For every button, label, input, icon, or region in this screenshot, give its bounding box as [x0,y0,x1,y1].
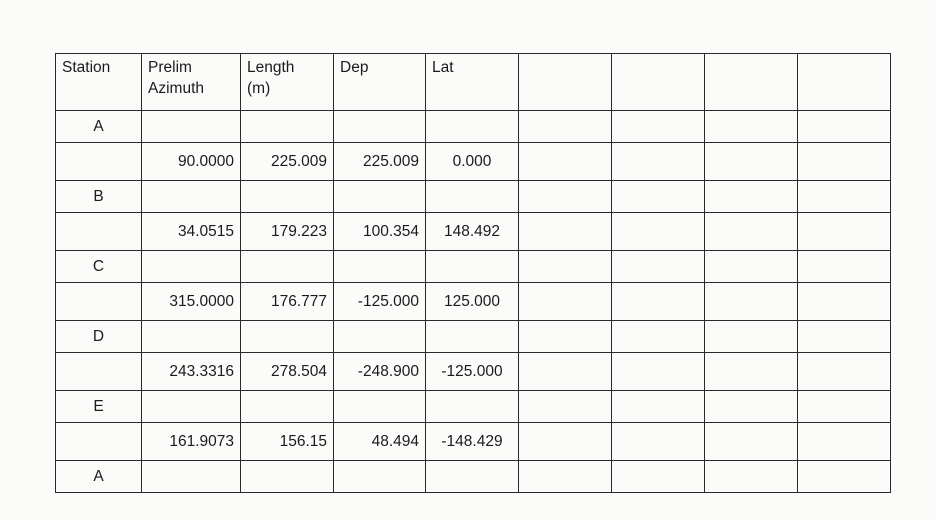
empty-cell [705,391,798,423]
empty-cell [705,423,798,461]
length-cell: 176.777 [241,283,334,321]
header-empty [612,54,705,111]
station-cell: D [56,321,142,353]
empty-cell [426,321,519,353]
empty-cell [705,283,798,321]
empty-cell [798,213,891,251]
empty-cell [612,111,705,143]
empty-cell [612,423,705,461]
azimuth-cell: 243.3316 [142,353,241,391]
azimuth-cell: 315.0000 [142,283,241,321]
empty-cell [426,391,519,423]
lat-cell: 125.000 [426,283,519,321]
dep-cell: 48.494 [334,423,426,461]
empty-cell [334,391,426,423]
empty-cell [612,391,705,423]
azimuth-cell: 90.0000 [142,143,241,181]
empty-cell [705,143,798,181]
empty-cell [519,111,612,143]
course-row [56,283,891,321]
empty-cell [241,391,334,423]
empty-cell [798,391,891,423]
station-cell: A [56,461,142,493]
azimuth-cell: 34.0515 [142,213,241,251]
empty-cell [705,321,798,353]
empty-cell [334,111,426,143]
empty-cell [426,461,519,493]
empty-cell [142,391,241,423]
length-cell: 156.15 [241,423,334,461]
station-cell: B [56,181,142,213]
empty-cell [705,111,798,143]
empty-cell [334,181,426,213]
empty-cell [56,423,142,461]
empty-cell [334,461,426,493]
empty-cell [519,423,612,461]
length-cell: 278.504 [241,353,334,391]
empty-cell [142,181,241,213]
empty-cell [241,251,334,283]
lat-cell: -148.429 [426,423,519,461]
empty-cell [798,111,891,143]
station-cell: E [56,391,142,423]
empty-cell [519,321,612,353]
header-dep: Dep [334,54,426,111]
course-row [56,423,891,461]
empty-cell [241,181,334,213]
empty-cell [612,251,705,283]
header-lat: Lat [426,54,519,111]
lat-cell: 0.000 [426,143,519,181]
empty-cell [612,461,705,493]
station-row [56,391,891,423]
empty-cell [519,181,612,213]
empty-cell [705,461,798,493]
empty-cell [519,251,612,283]
empty-cell [612,321,705,353]
empty-cell [519,143,612,181]
azimuth-cell: 161.9073 [142,423,241,461]
header-length: Length (m) [241,54,334,111]
empty-cell [798,353,891,391]
traverse-table [55,53,891,493]
station-row [56,461,891,493]
lat-cell: -125.000 [426,353,519,391]
empty-cell [798,321,891,353]
empty-cell [798,143,891,181]
header-station: Station [56,54,142,111]
empty-cell [241,111,334,143]
empty-cell [798,181,891,213]
empty-cell [705,251,798,283]
empty-cell [798,461,891,493]
header-prelim-azimuth: Prelim Azimuth [142,54,241,111]
empty-cell [612,181,705,213]
header-row [56,54,891,111]
empty-cell [241,461,334,493]
course-row [56,143,891,181]
header-empty [705,54,798,111]
empty-cell [519,461,612,493]
empty-cell [241,321,334,353]
empty-cell [705,213,798,251]
header-empty [798,54,891,111]
empty-cell [142,111,241,143]
empty-cell [612,353,705,391]
header-empty [519,54,612,111]
empty-cell [519,353,612,391]
dep-cell: 225.009 [334,143,426,181]
dep-cell: -125.000 [334,283,426,321]
empty-cell [56,213,142,251]
empty-cell [334,321,426,353]
empty-cell [519,283,612,321]
station-cell: A [56,111,142,143]
empty-cell [612,143,705,181]
empty-cell [519,213,612,251]
empty-cell [705,353,798,391]
station-row [56,181,891,213]
station-row [56,111,891,143]
course-row [56,353,891,391]
empty-cell [612,213,705,251]
empty-cell [56,143,142,181]
empty-cell [426,251,519,283]
empty-cell [798,423,891,461]
empty-cell [705,181,798,213]
empty-cell [56,283,142,321]
station-cell: C [56,251,142,283]
lat-cell: 148.492 [426,213,519,251]
empty-cell [56,353,142,391]
empty-cell [519,391,612,423]
station-row [56,321,891,353]
empty-cell [426,111,519,143]
course-row [56,213,891,251]
empty-cell [798,283,891,321]
empty-cell [142,251,241,283]
length-cell: 225.009 [241,143,334,181]
empty-cell [334,251,426,283]
length-cell: 179.223 [241,213,334,251]
empty-cell [798,251,891,283]
empty-cell [426,181,519,213]
empty-cell [142,461,241,493]
dep-cell: 100.354 [334,213,426,251]
empty-cell [612,283,705,321]
station-row [56,251,891,283]
empty-cell [142,321,241,353]
dep-cell: -248.900 [334,353,426,391]
